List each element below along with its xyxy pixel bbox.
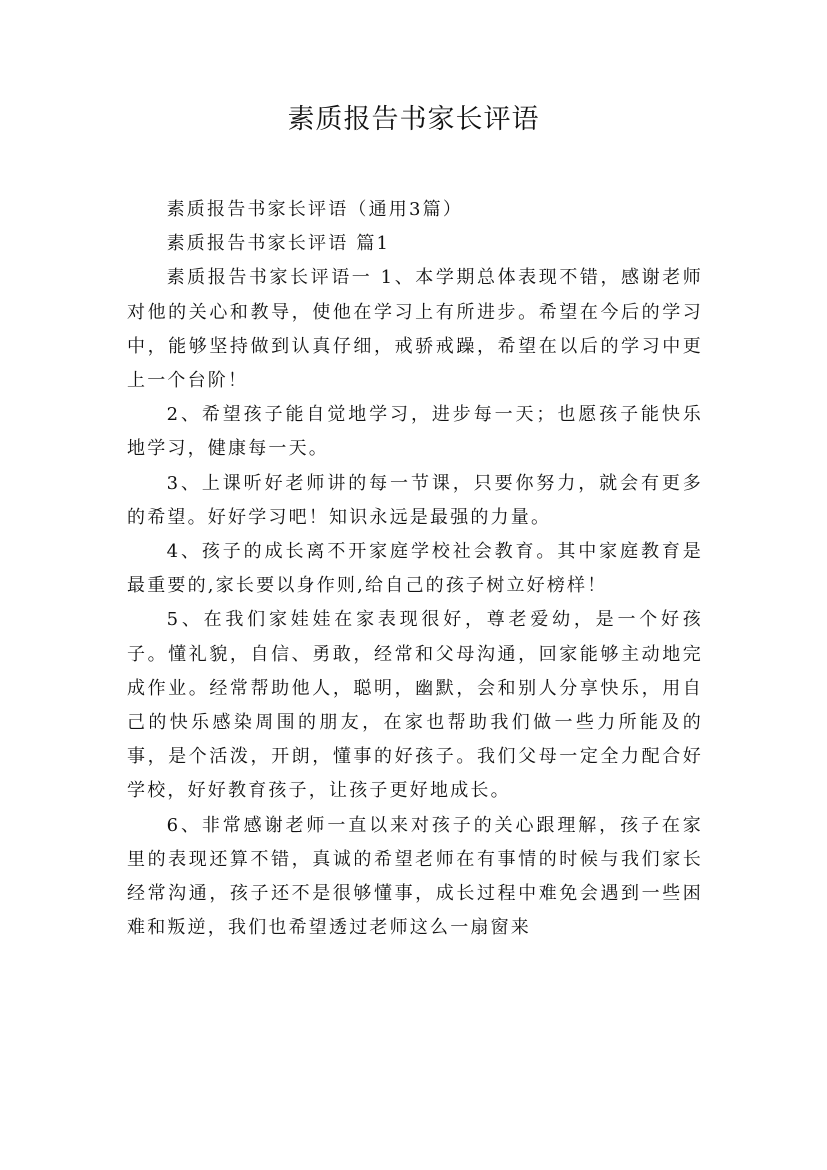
paragraph-section-heading: 素质报告书家长评语 篇1 [166, 233, 391, 255]
paragraph-subtitle: 素质报告书家长评语（通用3篇） [166, 199, 464, 220]
paragraph-item-4: 4、孩子的成长离不开家庭学校社会教育。其中家庭教育是最重要的,家长要以身作则,给自己的孩子树立好榜样！ [127, 541, 703, 597]
document-body [127, 193, 703, 945]
paragraph-item-6: 6、非常感谢老师一直以来对孩子的关心跟理解，孩子在家里的表现还算不错，真诚的希望老师在有事情的时候与我们家长经常沟通，孩子还不是很够懂事，成长过程中难免会遇到一些困难和叛逆，我们也希望透过老师这么一扇窗来 [127, 814, 703, 939]
paragraph-item-2: 2、希望孩子能自觉地学习，进步每一天；也愿孩子能快乐地学习，健康每一天。 [127, 404, 703, 460]
document-title: 素质报告书家长评语 [287, 104, 540, 135]
paragraph-item-5: 5、在我们家娃娃在家表现很好，尊老爱幼，是一个好孩子。懂礼貌，自信、勇敢，经常和父母沟通，回家能够主动地完成作业。经常帮助他人，聪明，幽默，会和别人分享快乐，用自己的快乐感染周围的朋友，在家也帮助我们做一些力所能及的事，是个活泼，开朗，懂事的好孩子。我们父母一定全力配合好学校，好好教育孩子，让孩子更好地成长。 [127, 609, 703, 802]
paragraph-item-1: 素质报告书家长评语一 1、本学期总体表现不错，感谢老师对他的关心和教导，使他在学习上有所进步。希望在今后的学习中，能够坚持做到认真仔细，戒骄戒躁，希望在以后的学习中更上一个台阶！ [127, 267, 703, 392]
paragraph-item-3: 3、上课听好老师讲的每一节课，只要你努力，就会有更多的希望。好好学习吧！知识永远是最强的力量。 [127, 472, 703, 528]
